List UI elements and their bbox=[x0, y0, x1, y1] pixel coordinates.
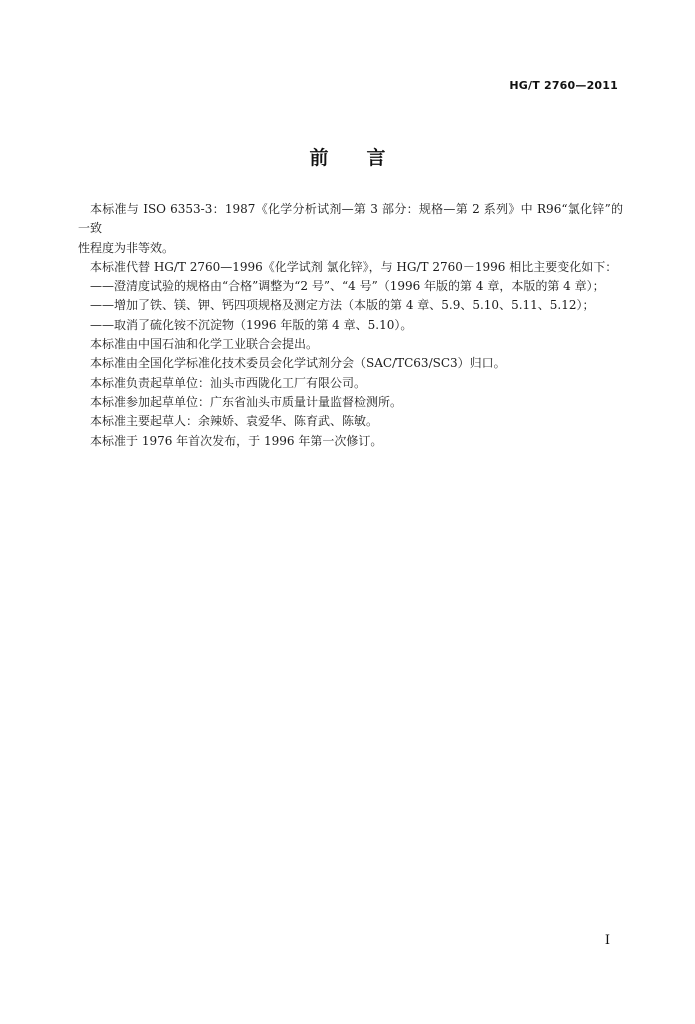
standard-code: HG/T 2760—2011 bbox=[509, 79, 618, 92]
paragraph-equivalence-line2: 性程度为非等效。 bbox=[78, 240, 175, 255]
change-item-removed: ——取消了硫化铵不沉淀物（1996 年版的第 4 章、5.10）。 bbox=[90, 317, 413, 332]
paragraph-proposed-by: 本标准由中国石油和化学工业联合会提出。 bbox=[90, 337, 319, 352]
page-number: I bbox=[604, 933, 610, 948]
title-char-1: 前 bbox=[309, 147, 329, 169]
paragraph-equivalence-line1: 本标准与 ISO 6353-3：1987《化学分析试剂—第 3 部分：规格—第 2 系列》中 R96“氯化锌”的一致 bbox=[78, 202, 623, 236]
paragraph-participating-drafter: 本标准参加起草单位：广东省汕头市质量计量监督检测所。 bbox=[90, 394, 403, 409]
change-item-added-specs: ——增加了铁、镁、钾、钙四项规格及测定方法（本版的第 4 章、5.9、5.10、5.11、5.12）； bbox=[90, 298, 595, 313]
paragraph-lead-drafter: 本标准负责起草单位：汕头市西陇化工厂有限公司。 bbox=[90, 375, 367, 390]
title-char-2: 言 bbox=[366, 147, 386, 169]
change-item-clarity: ——澄清度试验的规格由“合格”调整为“2 号”、“4 号”（1996 年版的第 4 章，本版的第 4 章）； bbox=[90, 279, 605, 294]
foreword-body bbox=[78, 200, 623, 451]
paragraph-replaces: 本标准代替 HG/T 2760—1996《化学试剂 氯化锌》，与 HG/T 2760－1996 相比主要变化如下： bbox=[90, 259, 618, 274]
paragraph-history: 本标准于 1976 年首次发布，于 1996 年第一次修订。 bbox=[90, 433, 383, 448]
paragraph-committee: 本标准由全国化学标准化技术委员会化学试剂分会（SAC/TC63/SC3）归口。 bbox=[90, 356, 506, 371]
paragraph-equivalence bbox=[78, 200, 623, 258]
paragraph-main-drafters: 本标准主要起草人：余辣娇、袁爱华、陈育武、陈敏。 bbox=[90, 414, 379, 429]
page-title bbox=[0, 143, 695, 170]
